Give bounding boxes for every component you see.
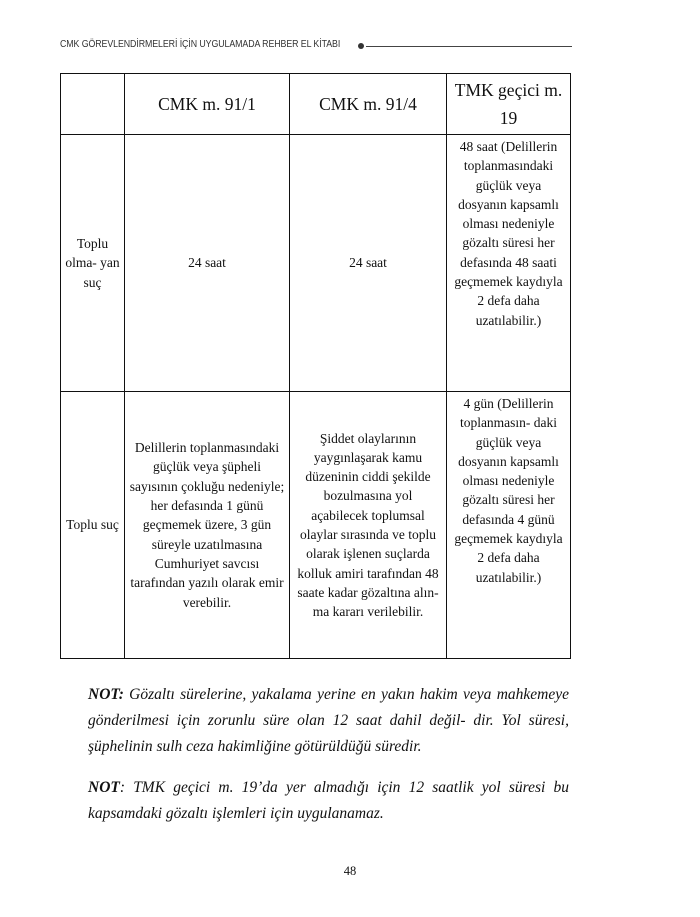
notes-section (88, 682, 569, 842)
note-label: NOT: (88, 686, 124, 703)
row-label: Toplu suç (61, 392, 125, 659)
row-label: Toplu olma- yan suç (61, 135, 125, 392)
table-header-row (61, 74, 571, 135)
cell-tmk-19: 4 gün (Delillerin toplanmasın- daki güçlük veya dosyanın kapsamlı olması nedeniyle gözaltı süresi her defasında 4 günü geçmemek kaydıyla 2 defa daha uzatılabilir.) (447, 392, 571, 659)
header-cell-empty (61, 74, 125, 135)
table-row (61, 135, 571, 392)
header-rule (366, 46, 572, 47)
header-cell-tmk-19: TMK geçici m. 19 (447, 74, 571, 135)
cell-cmk-91-4: 24 saat (290, 135, 447, 392)
cell-cmk-91-4: Şiddet olaylarının yaygınlaşarak kamu düzeninin ciddi şekilde bozulmasına yol açabilecek toplumsal olaylar sırasında ve toplu olarak işlenen suçlarda kolluk amiri tarafından 48 saate kadar gözaltına alın- ma kararı verilebilir. (290, 392, 447, 659)
note-paragraph (88, 682, 569, 760)
header-bullet (358, 43, 364, 49)
table-row (61, 392, 571, 659)
page-number: 48 (343, 864, 357, 878)
cell-cmk-91-1: Delillerin toplanmasındaki güçlük veya şüpheli sayısının çokluğu nedeniyle; her defasında 1 günü geçmemek üzere, 3 gün süreyle uzatılmasına Cumhuriyet savcısı tarafından yazılı olarak emir verebilir. (125, 392, 290, 659)
header-cell-cmk-91-4: CMK m. 91/4 (290, 74, 447, 135)
header-cell-cmk-91-1: CMK m. 91/1 (125, 74, 290, 135)
cell-cmk-91-1: 24 saat (125, 135, 290, 392)
header-title: CMK GÖREVLENDİRMELERİ İÇİN UYGULAMADA REHBER EL KİTABI (60, 38, 341, 50)
detention-periods-table (60, 73, 571, 659)
note-label: NOT (88, 779, 120, 796)
note-text: : TMK geçici m. 19’da yer almadığı için 12 saatlik yol süresi bu kapsamdaki gözaltı işlemleri için uygulanamaz. (88, 779, 569, 822)
note-paragraph (88, 775, 569, 827)
note-text: Gözaltı sürelerine, yakalama yerine en yakın hakim veya mahkemeye gönderilmesi için zorunlu süre olan 12 saat dahil değil- dir. Yol süresi, şüphelinin sulh ceza hakimliğine götürüldüğü süredir. (88, 686, 570, 755)
cell-tmk-19: 48 saat (Delillerin toplanmasındaki güçlük veya dosyanın kapsamlı olması nedeniyle gözaltı süresi her defasında 48 saati geçmemek kaydıyla 2 defa daha uzatılabilir.) (447, 135, 571, 392)
running-header (60, 36, 572, 56)
